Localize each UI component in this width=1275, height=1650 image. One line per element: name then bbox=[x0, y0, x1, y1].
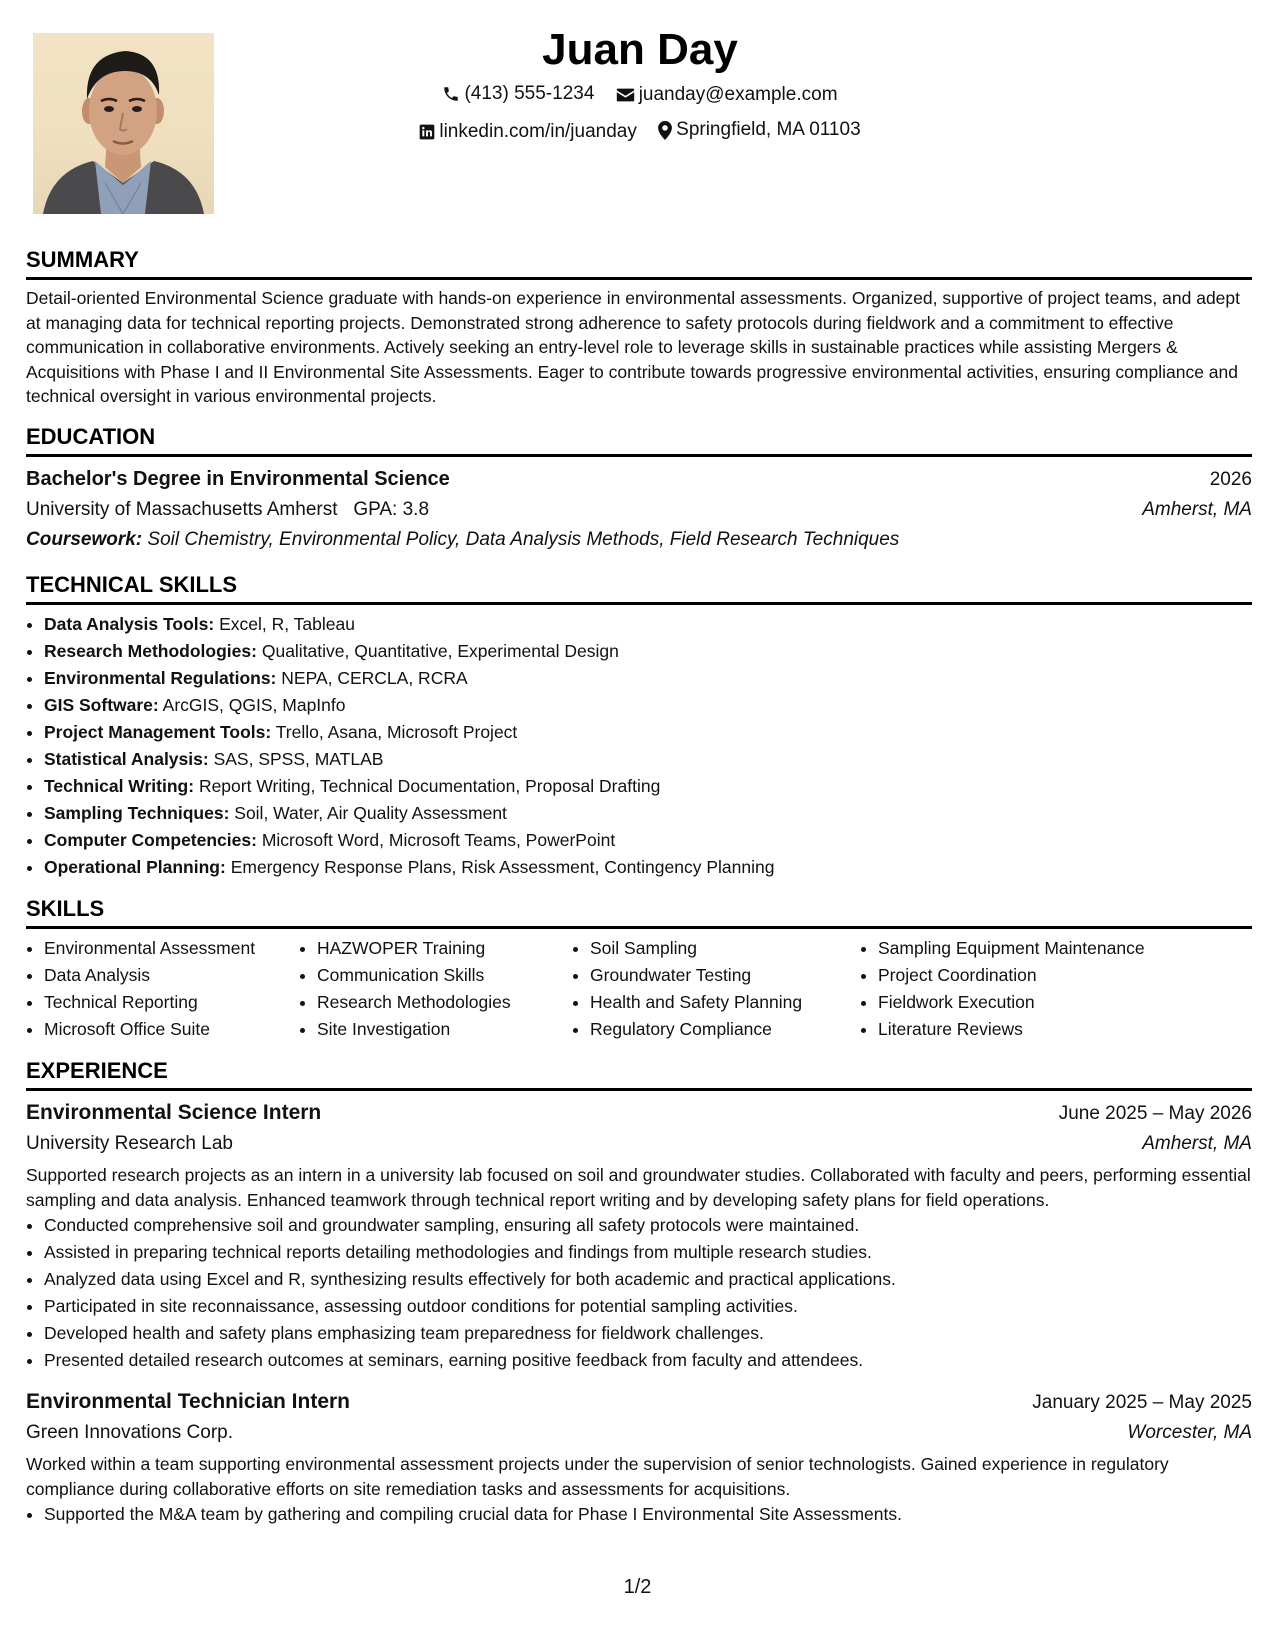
skill-category: Operational Planning: bbox=[44, 856, 226, 877]
technical-skills-section bbox=[26, 571, 1252, 881]
contact-line-2 bbox=[260, 114, 1020, 151]
section-divider bbox=[26, 454, 1252, 457]
job-entry bbox=[26, 1386, 1252, 1528]
job-description: Supported research projects as an intern in a university lab focused on soil and groundwater studies. Collaborated with faculty and peers, performing essential sampling and data analysis. Enhanced teamwork through technical report writing and by developing safety plans for field operations. bbox=[26, 1164, 1251, 1210]
phone-text: (413) 555-1234 bbox=[464, 83, 595, 104]
skill-values: Trello, Asana, Microsoft Project bbox=[275, 721, 518, 742]
job-bullets bbox=[26, 1212, 1252, 1374]
list-item: • Presented detailed research outcomes at seminars, earning positive feedback from faculty and attendees. bbox=[44, 1347, 1252, 1374]
list-item: • Conducted comprehensive soil and groundwater sampling, ensuring all safety protocols were maintained. bbox=[44, 1212, 1252, 1239]
list-item: • Developed health and safety plans emphasizing team preparedness for fieldwork challenges. bbox=[44, 1320, 1252, 1347]
experience-heading: EXPERIENCE bbox=[26, 1057, 168, 1083]
skills-column-4 bbox=[860, 935, 1198, 1043]
graduation-year: 2026 bbox=[1209, 468, 1252, 490]
list-item: • Microsoft Office Suite bbox=[44, 1016, 299, 1043]
job-company: University Research Lab bbox=[26, 1132, 233, 1154]
skill-category: Project Management Tools: bbox=[44, 721, 272, 742]
list-item: • Technical Reporting bbox=[44, 989, 299, 1016]
linkedin-text: linkedin.com/in/juanday bbox=[439, 120, 637, 142]
location-text: Springfield, MA 01103 bbox=[676, 119, 861, 140]
list-item bbox=[44, 854, 1252, 881]
school-location: Amherst, MA bbox=[1142, 498, 1252, 520]
skill-values: Report Writing, Technical Documentation, Proposal Drafting bbox=[198, 775, 661, 796]
list-item: • Soil Sampling bbox=[590, 935, 860, 962]
skill-category: Environmental Regulations: bbox=[44, 667, 277, 688]
skill-values: NEPA, CERCLA, RCRA bbox=[281, 667, 468, 688]
skills-heading: SKILLS bbox=[26, 895, 105, 921]
linkedin-contact[interactable] bbox=[419, 116, 637, 148]
list-item bbox=[44, 827, 1252, 854]
list-item: • Environmental Assessment bbox=[44, 935, 299, 962]
skill-values: Qualitative, Quantitative, Experimental Design bbox=[261, 640, 619, 661]
degree-row bbox=[26, 463, 1252, 495]
section-divider bbox=[26, 277, 1252, 280]
coursework-label: Coursework: bbox=[26, 528, 143, 550]
skill-category: Research Methodologies: bbox=[44, 640, 257, 661]
list-item: • Participated in site reconnaissance, assessing outdoor conditions for potential sampling activities. bbox=[44, 1293, 1252, 1320]
experience-section bbox=[26, 1057, 1252, 1528]
page-number: 1/2 bbox=[623, 1576, 652, 1598]
list-item: • Health and Safety Planning bbox=[590, 989, 860, 1016]
coursework-list: Soil Chemistry, Environmental Policy, Data Analysis Methods, Field Research Techniques bbox=[147, 528, 900, 550]
email-contact[interactable] bbox=[616, 79, 838, 111]
linkedin-icon bbox=[419, 124, 435, 140]
section-divider bbox=[26, 1088, 1252, 1091]
skill-values: Microsoft Word, Microsoft Teams, PowerPoint bbox=[261, 829, 616, 850]
list-item: • Fieldwork Execution bbox=[878, 989, 1198, 1016]
profile-photo bbox=[33, 33, 214, 214]
list-item bbox=[44, 719, 1252, 746]
job-location: Amherst, MA bbox=[1142, 1132, 1252, 1154]
skill-values: Emergency Response Plans, Risk Assessment, Contingency Planning bbox=[230, 856, 775, 877]
job-entry bbox=[26, 1097, 1252, 1374]
resume-body bbox=[26, 246, 1252, 1540]
location-contact bbox=[658, 114, 861, 146]
education-section bbox=[26, 423, 1252, 555]
section-divider bbox=[26, 602, 1252, 605]
list-item: • Site Investigation bbox=[317, 1016, 572, 1043]
email-text: juanday@example.com bbox=[638, 84, 838, 105]
resume-header bbox=[260, 22, 1020, 151]
school-info bbox=[26, 495, 429, 525]
list-item: • Analyzed data using Excel and R, synthesizing results effectively for both academic and practical applications. bbox=[44, 1266, 1252, 1293]
skill-values: Excel, R, Tableau bbox=[219, 613, 355, 634]
list-item: • Groundwater Testing bbox=[590, 962, 860, 989]
list-item bbox=[44, 773, 1252, 800]
list-item: • Supported the M&A team by gathering and compiling crucial data for Phase I Environmental Site Assessments. bbox=[44, 1501, 1252, 1528]
list-item: • Research Methodologies bbox=[317, 989, 572, 1016]
job-location: Worcester, MA bbox=[1127, 1422, 1252, 1444]
phone-icon bbox=[442, 85, 460, 103]
list-item bbox=[44, 665, 1252, 692]
list-item bbox=[44, 611, 1252, 638]
job-company-row bbox=[26, 1418, 1252, 1448]
list-item bbox=[44, 746, 1252, 773]
skills-section bbox=[26, 895, 1252, 1043]
section-divider bbox=[26, 926, 1252, 929]
skill-category: Computer Competencies: bbox=[44, 829, 257, 850]
list-item: • Literature Reviews bbox=[878, 1016, 1198, 1043]
summary-section bbox=[26, 246, 1252, 409]
job-title-row bbox=[26, 1097, 1252, 1129]
school-name: University of Massachusetts Amherst bbox=[26, 498, 338, 520]
list-item: • Project Coordination bbox=[878, 962, 1198, 989]
education-heading: EDUCATION bbox=[26, 423, 156, 449]
job-description: Worked within a team supporting environmental assessment projects under the supervision of senior technologists. Gained experience in regulatory compliance during collaborative efforts on site remediation tasks and assessments for acquisitions. bbox=[26, 1454, 1169, 1499]
gpa: GPA: 3.8 bbox=[353, 498, 430, 520]
list-item: • Sampling Equipment Maintenance bbox=[878, 935, 1198, 962]
skill-values: Soil, Water, Air Quality Assessment bbox=[234, 802, 507, 823]
technical-skills-heading: TECHNICAL SKILLS bbox=[26, 571, 238, 597]
list-item: • HAZWOPER Training bbox=[317, 935, 572, 962]
list-item: • Data Analysis bbox=[44, 962, 299, 989]
coursework bbox=[26, 525, 1252, 555]
summary-text: Detail-oriented Environmental Science graduate with hands-on experience in environmental assessments. Organized, supportive of project teams, and adept at managing data for technical reporting projects. Demonstrated strong adherence to safety protocols during fieldwork and a commitment to effective communication in collaborative environments. Actively seeking an entry-level role to leverage skills in sustainable practices while assisting Mergers & Acquisitions with Phase I and II Environmental Site Assessments. Eager to contribute towards progressive environmental activities, ensuring compliance and technical oversight in various environmental projects. bbox=[26, 288, 1241, 407]
map-pin-icon bbox=[658, 121, 672, 140]
list-item: • Assisted in preparing technical reports detailing methodologies and findings from multiple research studies. bbox=[44, 1239, 1252, 1266]
job-title-row bbox=[26, 1386, 1252, 1418]
skills-grid bbox=[26, 935, 1252, 1043]
skill-category: Statistical Analysis: bbox=[44, 748, 209, 769]
list-item bbox=[44, 692, 1252, 719]
skill-category: Technical Writing: bbox=[44, 775, 195, 796]
job-company-row bbox=[26, 1129, 1252, 1159]
list-item bbox=[44, 638, 1252, 665]
skill-category: Sampling Techniques: bbox=[44, 802, 230, 823]
list-item bbox=[44, 800, 1252, 827]
phone-contact[interactable] bbox=[442, 78, 594, 110]
job-title: Environmental Technician Intern bbox=[26, 1390, 351, 1414]
skill-category: GIS Software: bbox=[44, 694, 159, 715]
technical-skills-list bbox=[26, 611, 1252, 881]
list-item: • Regulatory Compliance bbox=[590, 1016, 860, 1043]
school-row bbox=[26, 495, 1252, 525]
skills-column-2 bbox=[299, 935, 572, 1043]
job-title: Environmental Science Intern bbox=[26, 1100, 322, 1124]
summary-heading: SUMMARY bbox=[26, 247, 139, 272]
skills-column-3 bbox=[572, 935, 860, 1043]
envelope-icon bbox=[616, 87, 635, 103]
job-dates: January 2025 – May 2025 bbox=[1032, 1392, 1252, 1414]
skills-column-1 bbox=[26, 935, 299, 1043]
skill-values: ArcGIS, QGIS, MapInfo bbox=[162, 694, 346, 715]
skill-category: Data Analysis Tools: bbox=[44, 613, 215, 634]
job-bullets bbox=[26, 1501, 1252, 1528]
job-company: Green Innovations Corp. bbox=[26, 1422, 234, 1444]
skill-values: SAS, SPSS, MATLAB bbox=[213, 748, 384, 769]
list-item: • Communication Skills bbox=[317, 962, 572, 989]
job-dates: June 2025 – May 2026 bbox=[1058, 1102, 1252, 1124]
contact-line-1 bbox=[260, 78, 1020, 114]
degree-title: Bachelor's Degree in Environmental Science bbox=[26, 467, 450, 490]
candidate-name: Juan Day bbox=[542, 25, 738, 74]
